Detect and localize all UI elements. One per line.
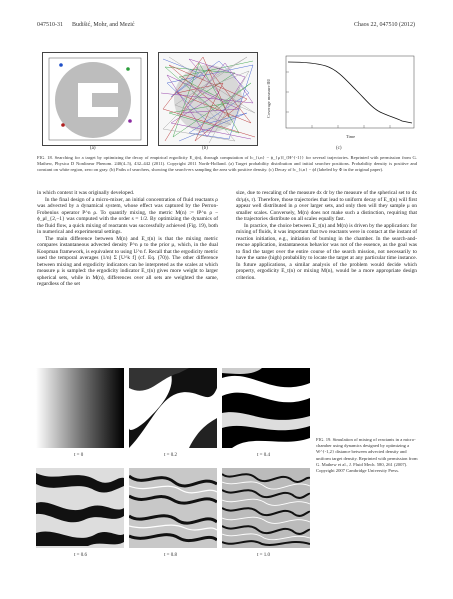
paragraph-left-1: in which context it was originally developed. <box>37 190 135 196</box>
mixing-panel-t0 <box>36 368 124 448</box>
target-distribution-plot <box>43 53 147 145</box>
figure-18-caption: FIG. 18. Searching for a target by optimizing the decay of empirical ergodicity E_t(n), through computation of ‖c_{t,n} − ϕ_{μ}‖_{H^{-1}} for several trajectories. Reprinted with permission from G. Mathew, Physica D Nonlinear Phenom. 240(4–5), 432–442 (2011). Copyright 2011 North-Holland. (a) Target probability distribution and initial searcher positions. Probability density is positive and constant on white region, zero on gray. (b) Paths of searchers, showing the search-ers sampling the area with positive density. (c) Decay of ‖c_{t,n} − ϕ‖ (labeled by Φ in the original paper). <box>37 155 417 173</box>
paragraph-right-1: size, due to rescaling of the measure dx dr by the measure of the spherical set to dx dr/μ(s, r). Therefore, those trajectories that lead to uniform decay of E_t(n) will first appear well distributed in ρ over larger sets, and only then will they sample μ on smaller scales. Conversely, M(n) does not make such a distinction, requiring that the trajectories distribute on all scales equally fast. <box>236 190 418 222</box>
time-label-t08: t = 0.8 <box>164 553 177 558</box>
page-number: 047510-31 <box>37 22 63 28</box>
mixing-panel-t08 <box>129 468 217 548</box>
time-label-t0: t = 0 <box>74 453 84 458</box>
panel-b-label: (b) <box>202 146 208 151</box>
mixing-panel-t02 <box>129 368 217 448</box>
figure-19-caption: FIG. 19. Simulation of mixing of reactants in a micro-chamber using dynamics designed by optimizing a W^{-1,2} distance between advected density and uniform target density. Reprinted with permission from G. Mathew et al., J. Fluid Mech. 580, 261 (2007). Copyright 2007 Cambridge University Press. <box>316 437 418 474</box>
journal-reference: Chaos 22, 047510 (2012) <box>354 22 415 28</box>
body-right-column <box>236 190 417 281</box>
figure-18c <box>262 52 420 144</box>
paragraph-right-2: In practice, the choice between E_t(n) and M(n) is driven by the application: for mixing of fluids, it was important that two reactants were in contact at the instant of reaction initiation, e.g., initiation of burning in the chamber. In the search-and-rescue application, instantaneous behavior was not of the essence, as the goal was to find the target over the entire course of the search mission, not necessarily to have the same (high) probability to locate the target at any particular time instance. In future applications, a similar analysis of the problem would decide which property, ergodicity E_t(n) or mixing M(n), would be a more appropriate design criterion. <box>236 222 417 281</box>
time-label-t02: t = 0.2 <box>164 453 177 458</box>
panel-c-label: (c) <box>336 146 342 151</box>
paragraph-left-3: The main difference between M(n) and E_t(n) is that the mixing metric compares instantaneous advected density P^n ρ to the prior μ, which, in the dual Koopman framework, is equivalent to using U^n f. Recall that the ergodicity metric used the temporal averages (1/n) Σ [U^k f] (cf. Eq. (70)). The other difference between mixing and ergodicity indicators can be interpreted as the scales at which measure μ is sampled: the ergodicity indicator E_t(n) gives more weight to larger spherical sets, while in M(n), differences over all sets are weighted the same, regardless of the set <box>37 235 218 287</box>
running-authors: Budišić, Mohr, and Mezić <box>72 22 135 28</box>
mixing-panel-t06 <box>36 468 124 548</box>
figure-18a <box>42 52 148 146</box>
body-left-column <box>37 190 218 288</box>
searcher-paths-plot <box>159 53 257 145</box>
y-axis-label: Coverage measure ‖E‖ <box>266 79 271 118</box>
paragraph-left-2: In the final design of a micro-mixer, an initial concentration of fluid reactants ρ was advected by a dynamical system, whose effect was captured by the Perron-Frobenius operator P^n ρ. To quantify mixing, the metric M(n) := ‖P^n ρ − ϕ_μ‖_{2,−1} was computed with the order s = 1/2. By optimizing the dynamics of the fluid flow, a quick mixing of reactants was successfully achieved (Fig. 19), both in numerical and experimental settings. <box>37 196 218 235</box>
mixing-panel-t04 <box>222 368 310 448</box>
mixing-panel-t10 <box>222 468 310 548</box>
time-label-t04: t = 0.4 <box>257 453 270 458</box>
x-axis-label: Time <box>346 134 356 139</box>
time-label-t10: t = 1.0 <box>257 553 270 558</box>
panel-a-label: (a) <box>90 146 96 151</box>
coverage-decay-plot <box>262 52 420 144</box>
time-label-t06: t = 0.6 <box>74 553 87 558</box>
figure-18b <box>158 52 258 146</box>
